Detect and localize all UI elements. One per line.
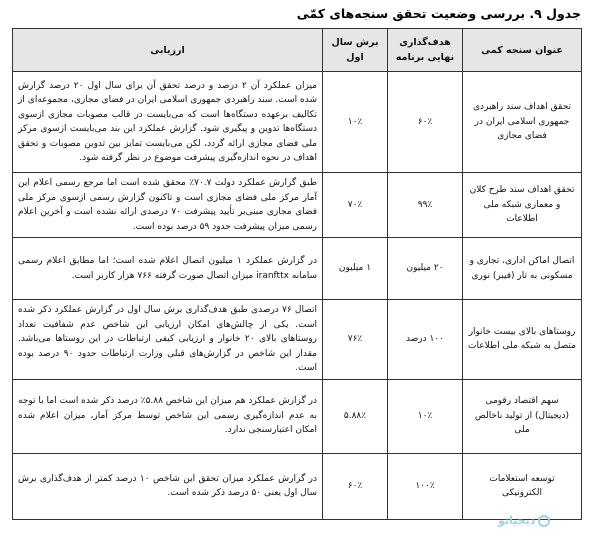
cell-first-year: ۱۰٪ — [323, 72, 388, 173]
table-row — [13, 238, 582, 300]
cell-assessment: اتصال ۷۶ درصدی طبق هدف‌گذاری برش سال اول در گزارش عملکرد ذکر شده است. یکی از چالش‌های امکان ارزیابی این شاخص عدم شفافیت تعداد روستاهای بالای ۲۰ خانوار و ارزیابی کیفی ارتباطات در این روستاها می‌باشد. مقدار این شاخص در گزارش‌های قبلی وزارت ارتباطات حدود ۹۰ درصد بوده است. — [13, 300, 323, 380]
cell-indicator: تحقق اهداف سند طرح کلان و معماری شبکه ملی اطلاعات — [463, 173, 582, 238]
cell-target: ۲۰ میلیون — [388, 238, 463, 300]
table-row — [13, 300, 582, 380]
cell-target: ۱۰۰ درصد — [388, 300, 463, 380]
cell-indicator: روستاهای بالای بیست خانوار متصل به شبکه ملی اطلاعات — [463, 300, 582, 380]
cell-first-year: ۱ میلیون — [323, 238, 388, 300]
cell-first-year: ۶۰٪ — [323, 453, 388, 519]
header-row — [13, 29, 582, 72]
cell-assessment: طبق گزارش عملکرد دولت ۷۰.۷٪ محقق شده است اما مرجع رسمی اعلام این آمار مرکز ملی فضای مجازی است و تاکنون گزارش رسمی ازسوی مرکز ملی فضای مجازی مبنی‌بر تأیید پیشرفت ۷۰ درصدی ارائه نشده است و آخرین اعلام رسمی میزان پیشرفت حدود ۵۹ درصد بوده است. — [13, 173, 323, 238]
cell-assessment: در گزارش عملکرد ۱ میلیون اتصال اعلام شده است؛ اما مطابق اعلام رسمی سامانه iranfttx میزان اتصال صورت گرفته ۷۶۶ هزار کاربر است. — [13, 238, 323, 300]
header-indicator: عنوان سنجه کمی — [463, 29, 582, 72]
watermark-logo — [498, 514, 550, 527]
watermark-text: دیجیاتو — [498, 514, 536, 527]
table-row — [13, 379, 582, 453]
table-row — [13, 453, 582, 519]
table-caption: جدول ۹. بررسی وضعیت تحقق سنجه‌های کمّی — [296, 6, 581, 21]
cell-indicator: سهم اقتصاد رقومی (دیجیتال) از تولید ناخالص ملی — [463, 379, 582, 453]
header-target: هدف‌گذاری نهایی برنامه — [388, 29, 463, 72]
table-row — [13, 72, 582, 173]
table-row — [13, 173, 582, 238]
cell-indicator: توسعه استعلامات الکترونیکی — [463, 453, 582, 519]
cell-target: ۱۰۰٪ — [388, 453, 463, 519]
table-body — [13, 72, 582, 520]
cell-target: ۱۰٪ — [388, 379, 463, 453]
indicators-table — [12, 28, 582, 520]
cell-indicator: تحقق اهداف سند راهبردی جمهوری اسلامی ایران در فضای مجازی — [463, 72, 582, 173]
cell-first-year: ۵.۸۸٪ — [323, 379, 388, 453]
table-header — [13, 29, 582, 72]
cell-assessment: در گزارش عملکرد هم میزان این شاخص ۵.۸۸٪ درصد ذکر شده است اما با توجه به عدم اندازه‌گیری رسمی این شاخص توسط مرکز آمار، میزان اعلام شده امکان اعتبارسنجی ندارد. — [13, 379, 323, 453]
cell-assessment: میزان عملکرد آن ۲ درصد و درصد تحقق آن برای سال اول ۲۰ درصد گزارش شده است. سند راهبردی جمهوری اسلامی ایران در فضای مجازی، مجموعه‌ای از تکالیف برعهده دستگاه‌ها است که می‌بایست در قالب مصوبات مجازی ازسوی دستگاه‌ها تدوین و پیگیری شود. گزارش عملکرد این بند می‌بایست ازسوی مرکز ملی فضای مجازی ارائه گردد، لکن می‌بایست تمایز بین تدوین مصوبات و تحقق اهداف در نحوه اندازه‌گیری پیشرفت موضوع در نظر گرفته شود. — [13, 72, 323, 173]
header-assessment: ارزیابی — [13, 29, 323, 72]
header-first-year: برش سال اول — [323, 29, 388, 72]
cell-first-year: ۷۰٪ — [323, 173, 388, 238]
cell-target: ۶۰٪ — [388, 72, 463, 173]
logo-icon — [538, 515, 550, 527]
cell-first-year: ۷۶٪ — [323, 300, 388, 380]
cell-indicator: اتصال اماکن اداری، تجاری و مسکونی به تار (فیبر) نوری — [463, 238, 582, 300]
cell-assessment: در گزارش عملکرد میزان تحقق این شاخص ۱۰ درصد کمتر از هدف‌گذاری برش سال اول یعنی ۵۰ درصد ذکر شده است. — [13, 453, 323, 519]
cell-target: ۹۹٪ — [388, 173, 463, 238]
